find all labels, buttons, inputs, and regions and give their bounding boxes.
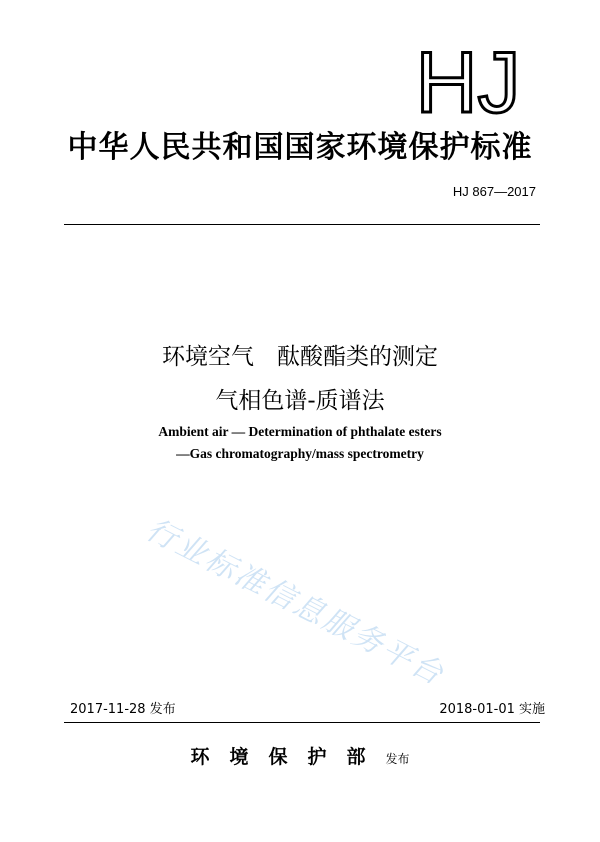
title-en-line1: Ambient air — Determination of phthalate esters [158,424,442,439]
bottom-divider [64,722,540,723]
org-name: 中华人民共和国国家环境保护标准 [67,130,533,165]
title-en-line2: —Gas chromatography/mass spectrometry [176,446,424,461]
standard-number: HJ 867—2017 [452,184,536,199]
hj-logo [408,40,528,120]
title-zh-line1: 环境空气 酞酸酯类的测定 [162,344,438,370]
top-divider [64,224,540,225]
implementation-date: 2018-01-01 实施 [439,702,545,717]
issue-date: 2017-11-28 发布 [70,702,176,717]
logo-text: HJ [415,40,521,120]
issuer [0,742,600,769]
title-zh-line2: 气相色谱-质谱法 [215,388,385,414]
issuer-name: 环境保护部 [190,746,386,768]
issuer-suffix: 发布 [385,752,410,766]
watermark: 行业标准信息服务平台 [140,512,451,694]
